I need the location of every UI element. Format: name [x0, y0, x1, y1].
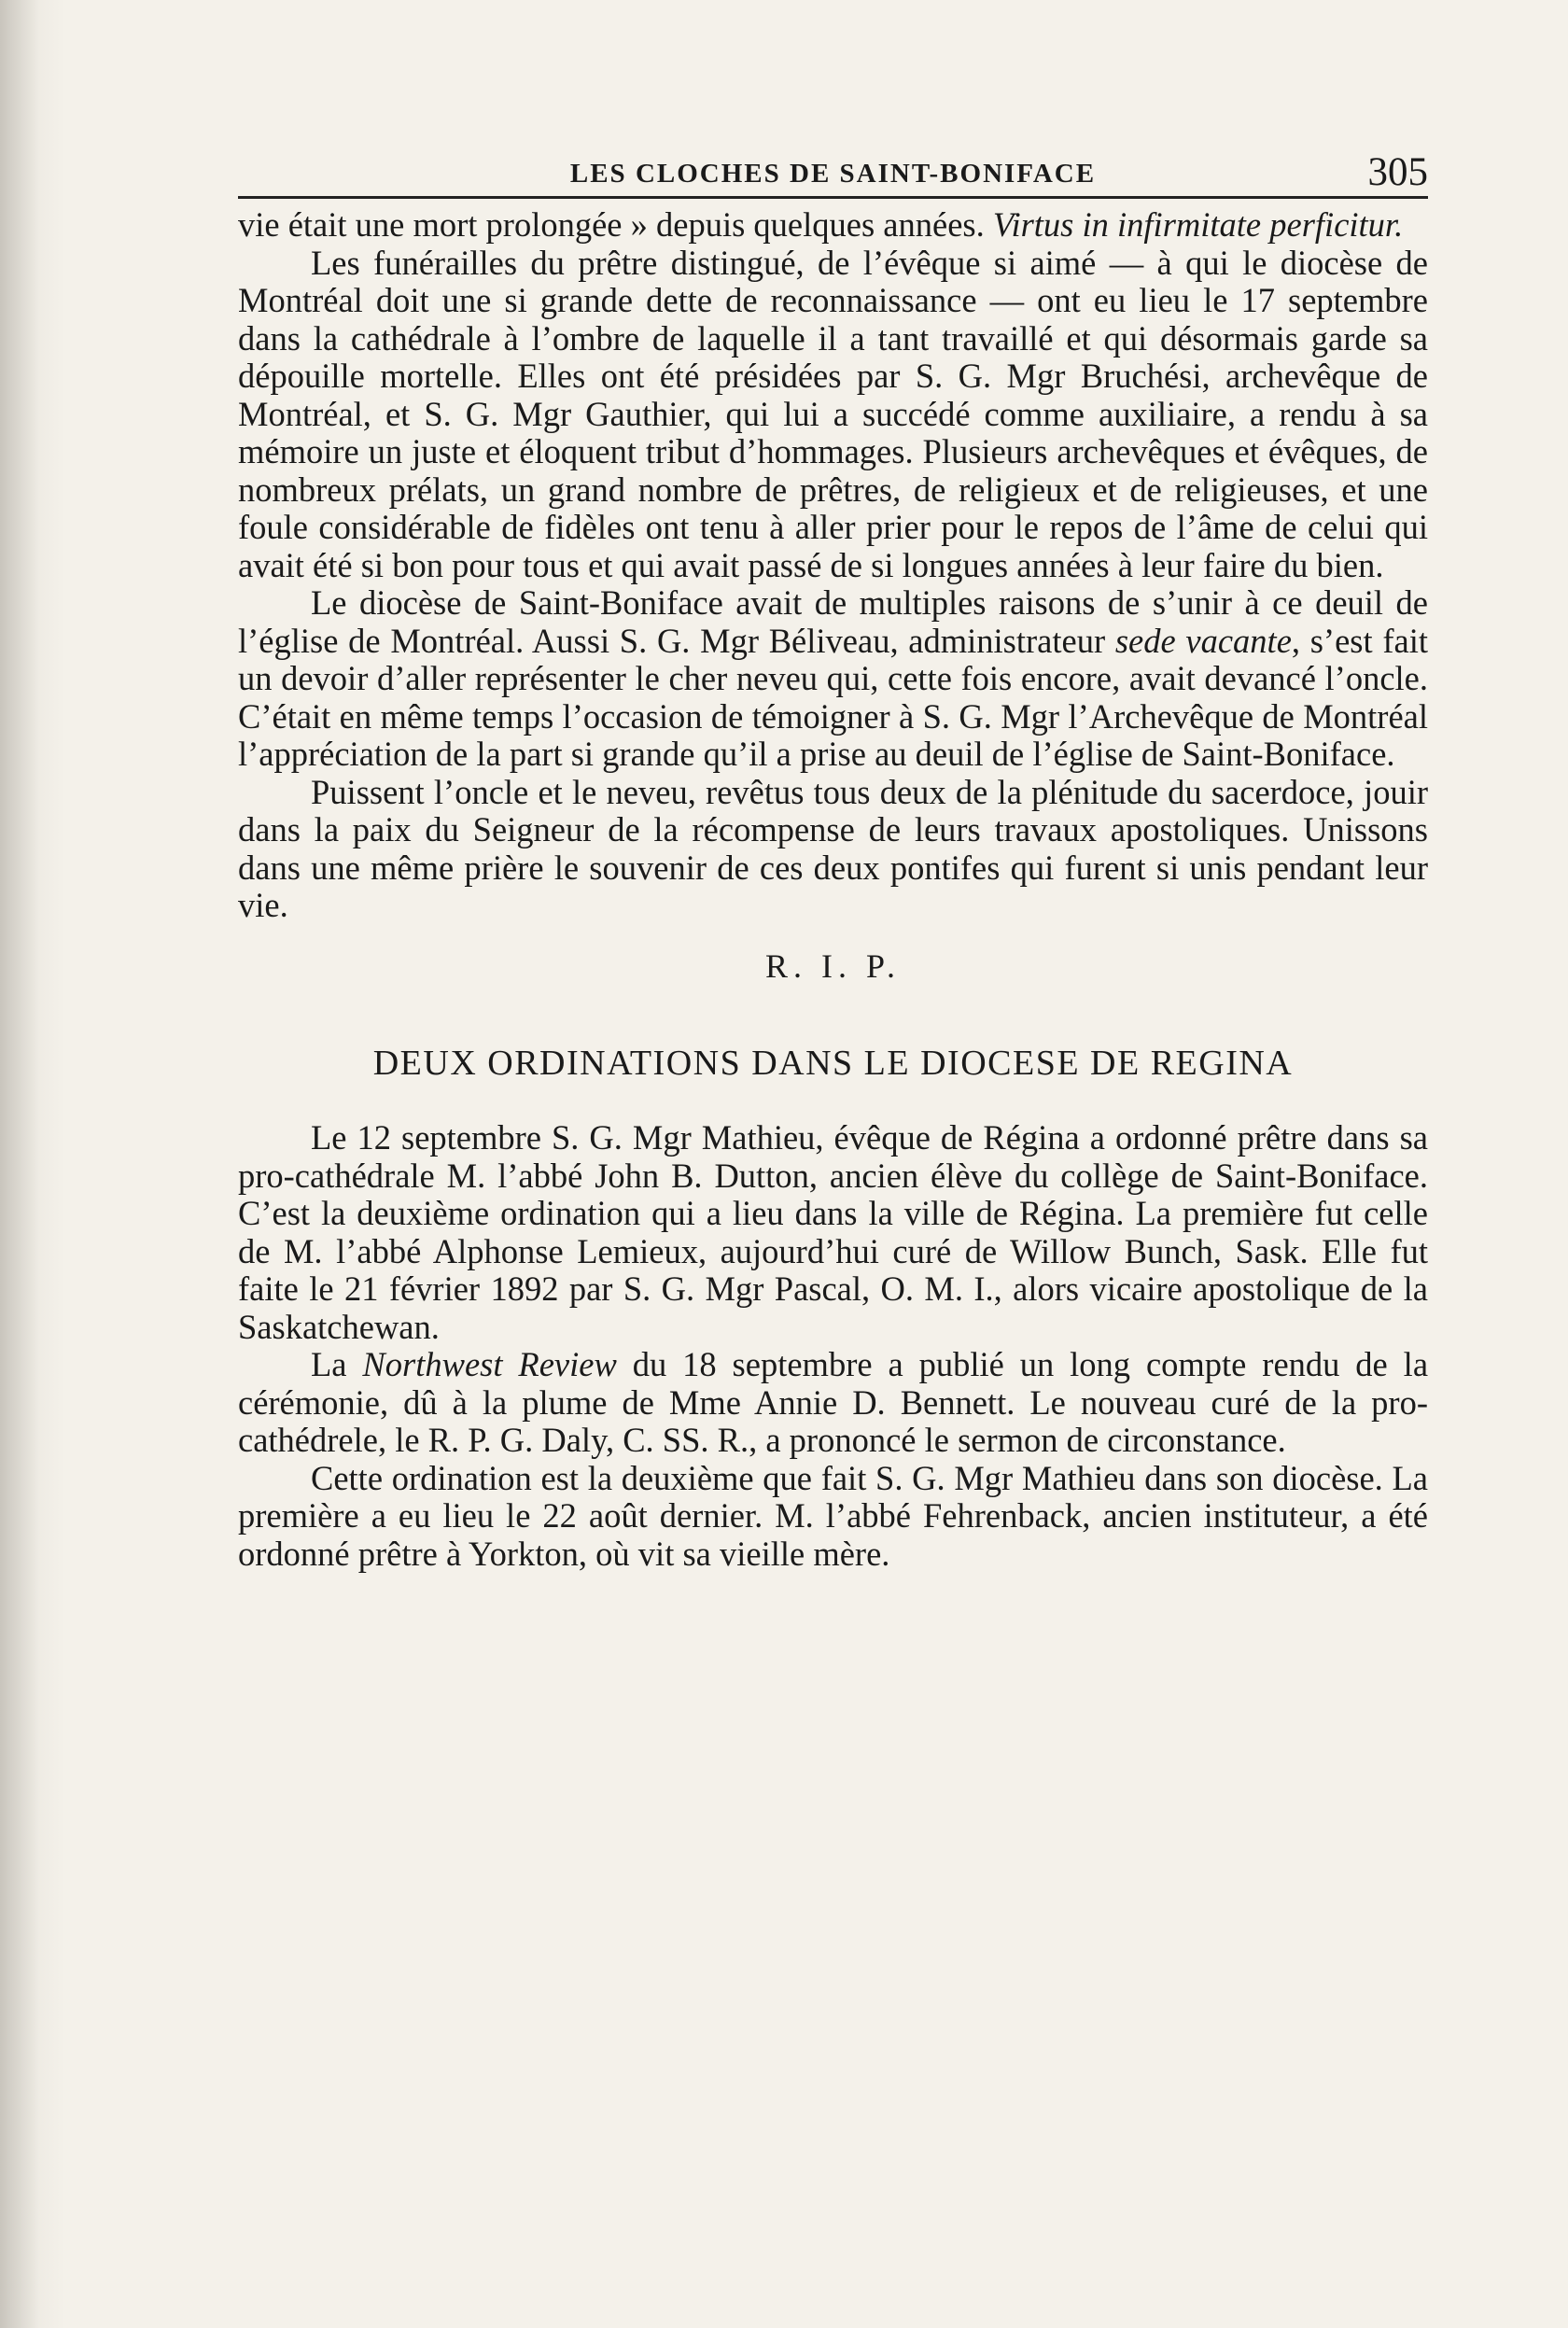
- latin-term: sede vacante: [1114, 621, 1292, 660]
- running-head: [238, 140, 1428, 199]
- newspaper-title: Northwest Review: [362, 1345, 617, 1383]
- paragraph-ordination: Le 12 septembre S. G. Mgr Mathieu, évêque de Régina a ordonné prêtre dans sa pro-cathédrale M. l’abbé John B. Dutton, ancien élève du collège de Saint-Boniface. C’est la deuxième ordination qui a lieu dans la ville de Régina. La première fut celle de M. l’abbé Alphonse Lemieux, aujourd’hui curé de Willow Bunch, Sask. Elle fut faite le 21 février 1892 par S. G. Mgr Pascal, O. M. I., alors vicaire apostolique de la Saskatchewan.: [238, 1118, 1428, 1346]
- paragraph-diocese: [238, 584, 1428, 774]
- running-title: LES CLOCHES DE SAINT-BONIFACE: [569, 159, 1097, 189]
- signature-rip: R. I. P.: [764, 947, 902, 985]
- page-number: 305: [1367, 150, 1428, 194]
- page-edge-shadow: [0, 0, 65, 2328]
- article-ordinations: [238, 1119, 1428, 1573]
- article-funerailles: [238, 206, 1428, 985]
- paragraph-text: du 18 septembre a publié un long compte rendu de la cérémonie, dû à la plume de Mme Annie D. Bennett. Le nouveau curé de la pro-cathédrele, le R. P. G. Daly, C. SS. R., a prononcé le sermon de circonstance.: [238, 1345, 1429, 1459]
- paragraph-funerailles: Les funérailles du prêtre distingué, de l’évêque si aimé — à qui le diocèse de Montréal doit une si grande dette de reconnaissance — ont eu lieu le 17 septembre dans la cathédrale à l’ombre de laquelle il a tant travaillé et qui désormais garde sa dépouille mortelle. Elles ont été présidées par S. G. Mgr Bruchési, archevêque de Montréal, et S. G. Mgr Gauthier, qui lui a succédé comme auxiliaire, a rendu à sa mémoire un juste et éloquent tribut d’hommages. Plusieurs archevêques et évêques, de nombreux prélats, un grand nombre de prêtres, de religieux et de religieuses, et une foule considérable de fidèles ont tenu à aller prier pour le repos de l’âme de celui qui avait été si bon pour tous et qui avait passé de si longues années à leur faire du bien.: [238, 243, 1428, 584]
- paragraph-yorkton: Cette ordination est la deuxième que fait S. G. Mgr Mathieu dans son diocèse. La première a eu lieu le 22 août dernier. M. l’abbé Fehrenback, ancien instituteur, a été ordonné prêtre à Yorkton, où vit sa vieille mère.: [238, 1458, 1428, 1573]
- paragraph-text: , s’est fait un devoir d’aller représenter le cher neveu qui, cette fois encore, avait devancé l’oncle. C’était en même temps l’occasion de témoigner à S. G. Mgr l’Archevêque de Montréal l’appréciation de la part si grande qu’il a prise au deuil de l’église de Saint-Boniface.: [238, 621, 1428, 773]
- paragraph-text: vie était une mort prolongée » depuis quelques années.: [238, 205, 985, 244]
- paragraph-text: La: [311, 1345, 347, 1383]
- latin-quote: Virtus in infirmitate perficitur.: [992, 205, 1404, 244]
- paragraph-review: [238, 1346, 1428, 1460]
- paragraph-continued: [238, 206, 1428, 245]
- paragraph-text: Le diocèse de Saint-Boniface avait de multiples raisons de s’unir à ce deuil de l’église de Montréal. Aussi S. G. Mgr Béliveau, administrateur: [238, 583, 1428, 660]
- section-title: DEUX ORDINATIONS DANS LE DIOCESE DE REGINA: [372, 1044, 1294, 1083]
- paragraph-priere: Puissent l’oncle et le neveu, revêtus tous deux de la plénitude du sacerdoce, jouir dans la paix du Seigneur de la récompense de leurs travaux apostoliques. Unissons dans une même prière le souvenir de ces deux pontifes qui furent si unis pendant leur vie.: [238, 772, 1428, 924]
- book-page: [238, 140, 1428, 1573]
